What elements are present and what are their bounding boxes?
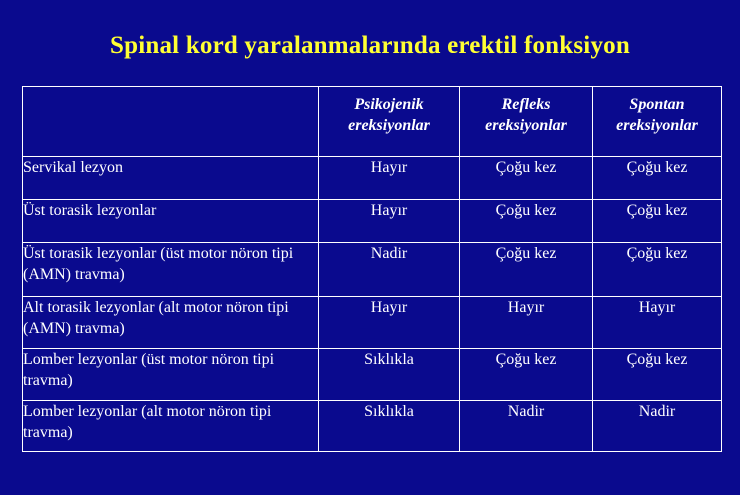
- table-row: [23, 200, 722, 243]
- header-corner-cell: [23, 87, 319, 157]
- header-psikojenik: Psikojenik ereksiyonlar: [319, 87, 460, 157]
- table-cell: Hayır: [319, 157, 460, 200]
- row-label: Servikal lezyon: [23, 157, 319, 200]
- table-header-row: [23, 87, 722, 157]
- erectile-function-table: [22, 86, 722, 452]
- table-cell: Nadir: [319, 243, 460, 297]
- table-row: [23, 157, 722, 200]
- row-label: Alt torasik lezyonlar (alt motor nöron tipi (AMN) travma): [23, 297, 319, 349]
- table-cell: Çoğu kez: [593, 243, 722, 297]
- table-cell: Çoğu kez: [460, 243, 593, 297]
- table-cell: Hayır: [593, 297, 722, 349]
- table-cell: Çoğu kez: [593, 157, 722, 200]
- row-label: Üst torasik lezyonlar (üst motor nöron tipi (AMN) travma): [23, 243, 319, 297]
- table-row: [23, 401, 722, 452]
- table-cell: Hayır: [460, 297, 593, 349]
- table-cell: Çoğu kez: [593, 349, 722, 401]
- header-spontan: Spontan ereksiyonlar: [593, 87, 722, 157]
- slide-title: Spinal kord yaralanmalarında erektil fonksiyon: [110, 32, 630, 59]
- table-row: [23, 297, 722, 349]
- table-cell: Çoğu kez: [460, 200, 593, 243]
- table-cell: Nadir: [460, 401, 593, 452]
- row-label: Üst torasik lezyonlar: [23, 200, 319, 243]
- table-cell: Çoğu kez: [460, 157, 593, 200]
- table-row: [23, 349, 722, 401]
- table-cell: Sıklıkla: [319, 349, 460, 401]
- table-cell: Hayır: [319, 297, 460, 349]
- row-label: Lomber lezyonlar (alt motor nöron tipi travma): [23, 401, 319, 452]
- table-cell: Çoğu kez: [593, 200, 722, 243]
- table-cell: Sıklıkla: [319, 401, 460, 452]
- table-cell: Hayır: [319, 200, 460, 243]
- header-refleks: Refleks ereksiyonlar: [460, 87, 593, 157]
- table-cell: Nadir: [593, 401, 722, 452]
- table-cell: Çoğu kez: [460, 349, 593, 401]
- row-label: Lomber lezyonlar (üst motor nöron tipi travma): [23, 349, 319, 401]
- table-row: [23, 243, 722, 297]
